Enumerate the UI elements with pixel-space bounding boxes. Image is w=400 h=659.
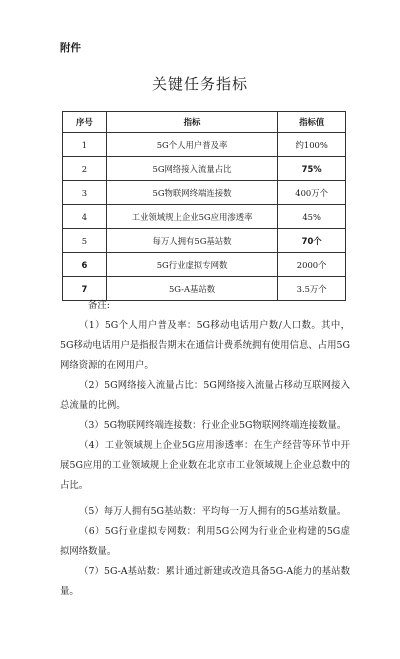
row-indicator: 5G个人用户普及率	[106, 133, 278, 157]
column-header-value: 指标值	[278, 112, 346, 133]
indicator-table	[62, 111, 346, 301]
notes-heading: 备注:	[88, 300, 110, 311]
table-row	[63, 229, 346, 253]
row-number: 4	[63, 205, 107, 229]
note-item: （5）每万人拥有5G基站数：平均每一万人拥有的5G基站数量。	[79, 506, 347, 517]
column-header-indicator: 指标	[106, 112, 278, 133]
row-value: 70个	[278, 229, 346, 253]
row-number: 7	[63, 277, 107, 301]
row-value: 400万个	[278, 181, 346, 205]
table-row	[63, 133, 346, 157]
row-number: 6	[63, 253, 107, 277]
note-item: （3）5G物联网终端连接数：行业企业5G物联网终端连接数量。	[79, 420, 347, 431]
row-value: 约100%	[278, 133, 346, 157]
row-indicator: 工业领域规上企业5G应用渗透率	[106, 205, 278, 229]
table-row	[63, 181, 346, 205]
note-item: （2）5G网络接入流量占比：5G网络接入流量占移动互联网接入总流量的比例。	[60, 380, 350, 411]
row-indicator: 每万人拥有5G基站数	[106, 229, 278, 253]
row-value: 3.5万个	[278, 277, 346, 301]
note-item: （6）5G行业虚拟专网数：利用5G公网为行业企业构建的5G虚拟网络数量。	[60, 526, 350, 557]
row-indicator: 5G物联网终端连接数	[106, 181, 278, 205]
note-item: （1）5G个人用户普及率：5G移动电话用户数/人口数。其中，5G移动电话用户是指报告期末在通信计费系统拥有使用信息、占用5G网络资源的在网用户。	[60, 320, 350, 371]
note-item: （4）工业领域规上企业5G应用渗透率：在生产经营等环节中开展5G应用的工业领域规上企业数在北京市工业领域规上企业总数中的占比。	[60, 440, 350, 491]
row-indicator: 5G行业虚拟专网数	[106, 253, 278, 277]
document-title: 关键任务指标	[151, 75, 248, 93]
attachment-label: 附件	[60, 42, 81, 54]
row-indicator: 5G-A基站数	[106, 277, 278, 301]
table-row	[63, 205, 346, 229]
row-number: 2	[63, 157, 107, 181]
column-header-no: 序号	[63, 112, 107, 133]
table-row	[63, 157, 346, 181]
table-header-row	[63, 112, 346, 133]
row-number: 1	[63, 133, 107, 157]
row-number: 5	[63, 229, 107, 253]
note-item: （7）5G-A基站数：累计通过新建或改造具备5G-A能力的基站数量。	[60, 566, 350, 597]
table-row	[63, 253, 346, 277]
notes-section	[60, 296, 350, 602]
row-indicator: 5G网络接入流量占比	[106, 157, 278, 181]
row-number: 3	[63, 181, 107, 205]
row-value: 2000个	[278, 253, 346, 277]
row-value: 75%	[278, 157, 346, 181]
row-value: 45%	[278, 205, 346, 229]
